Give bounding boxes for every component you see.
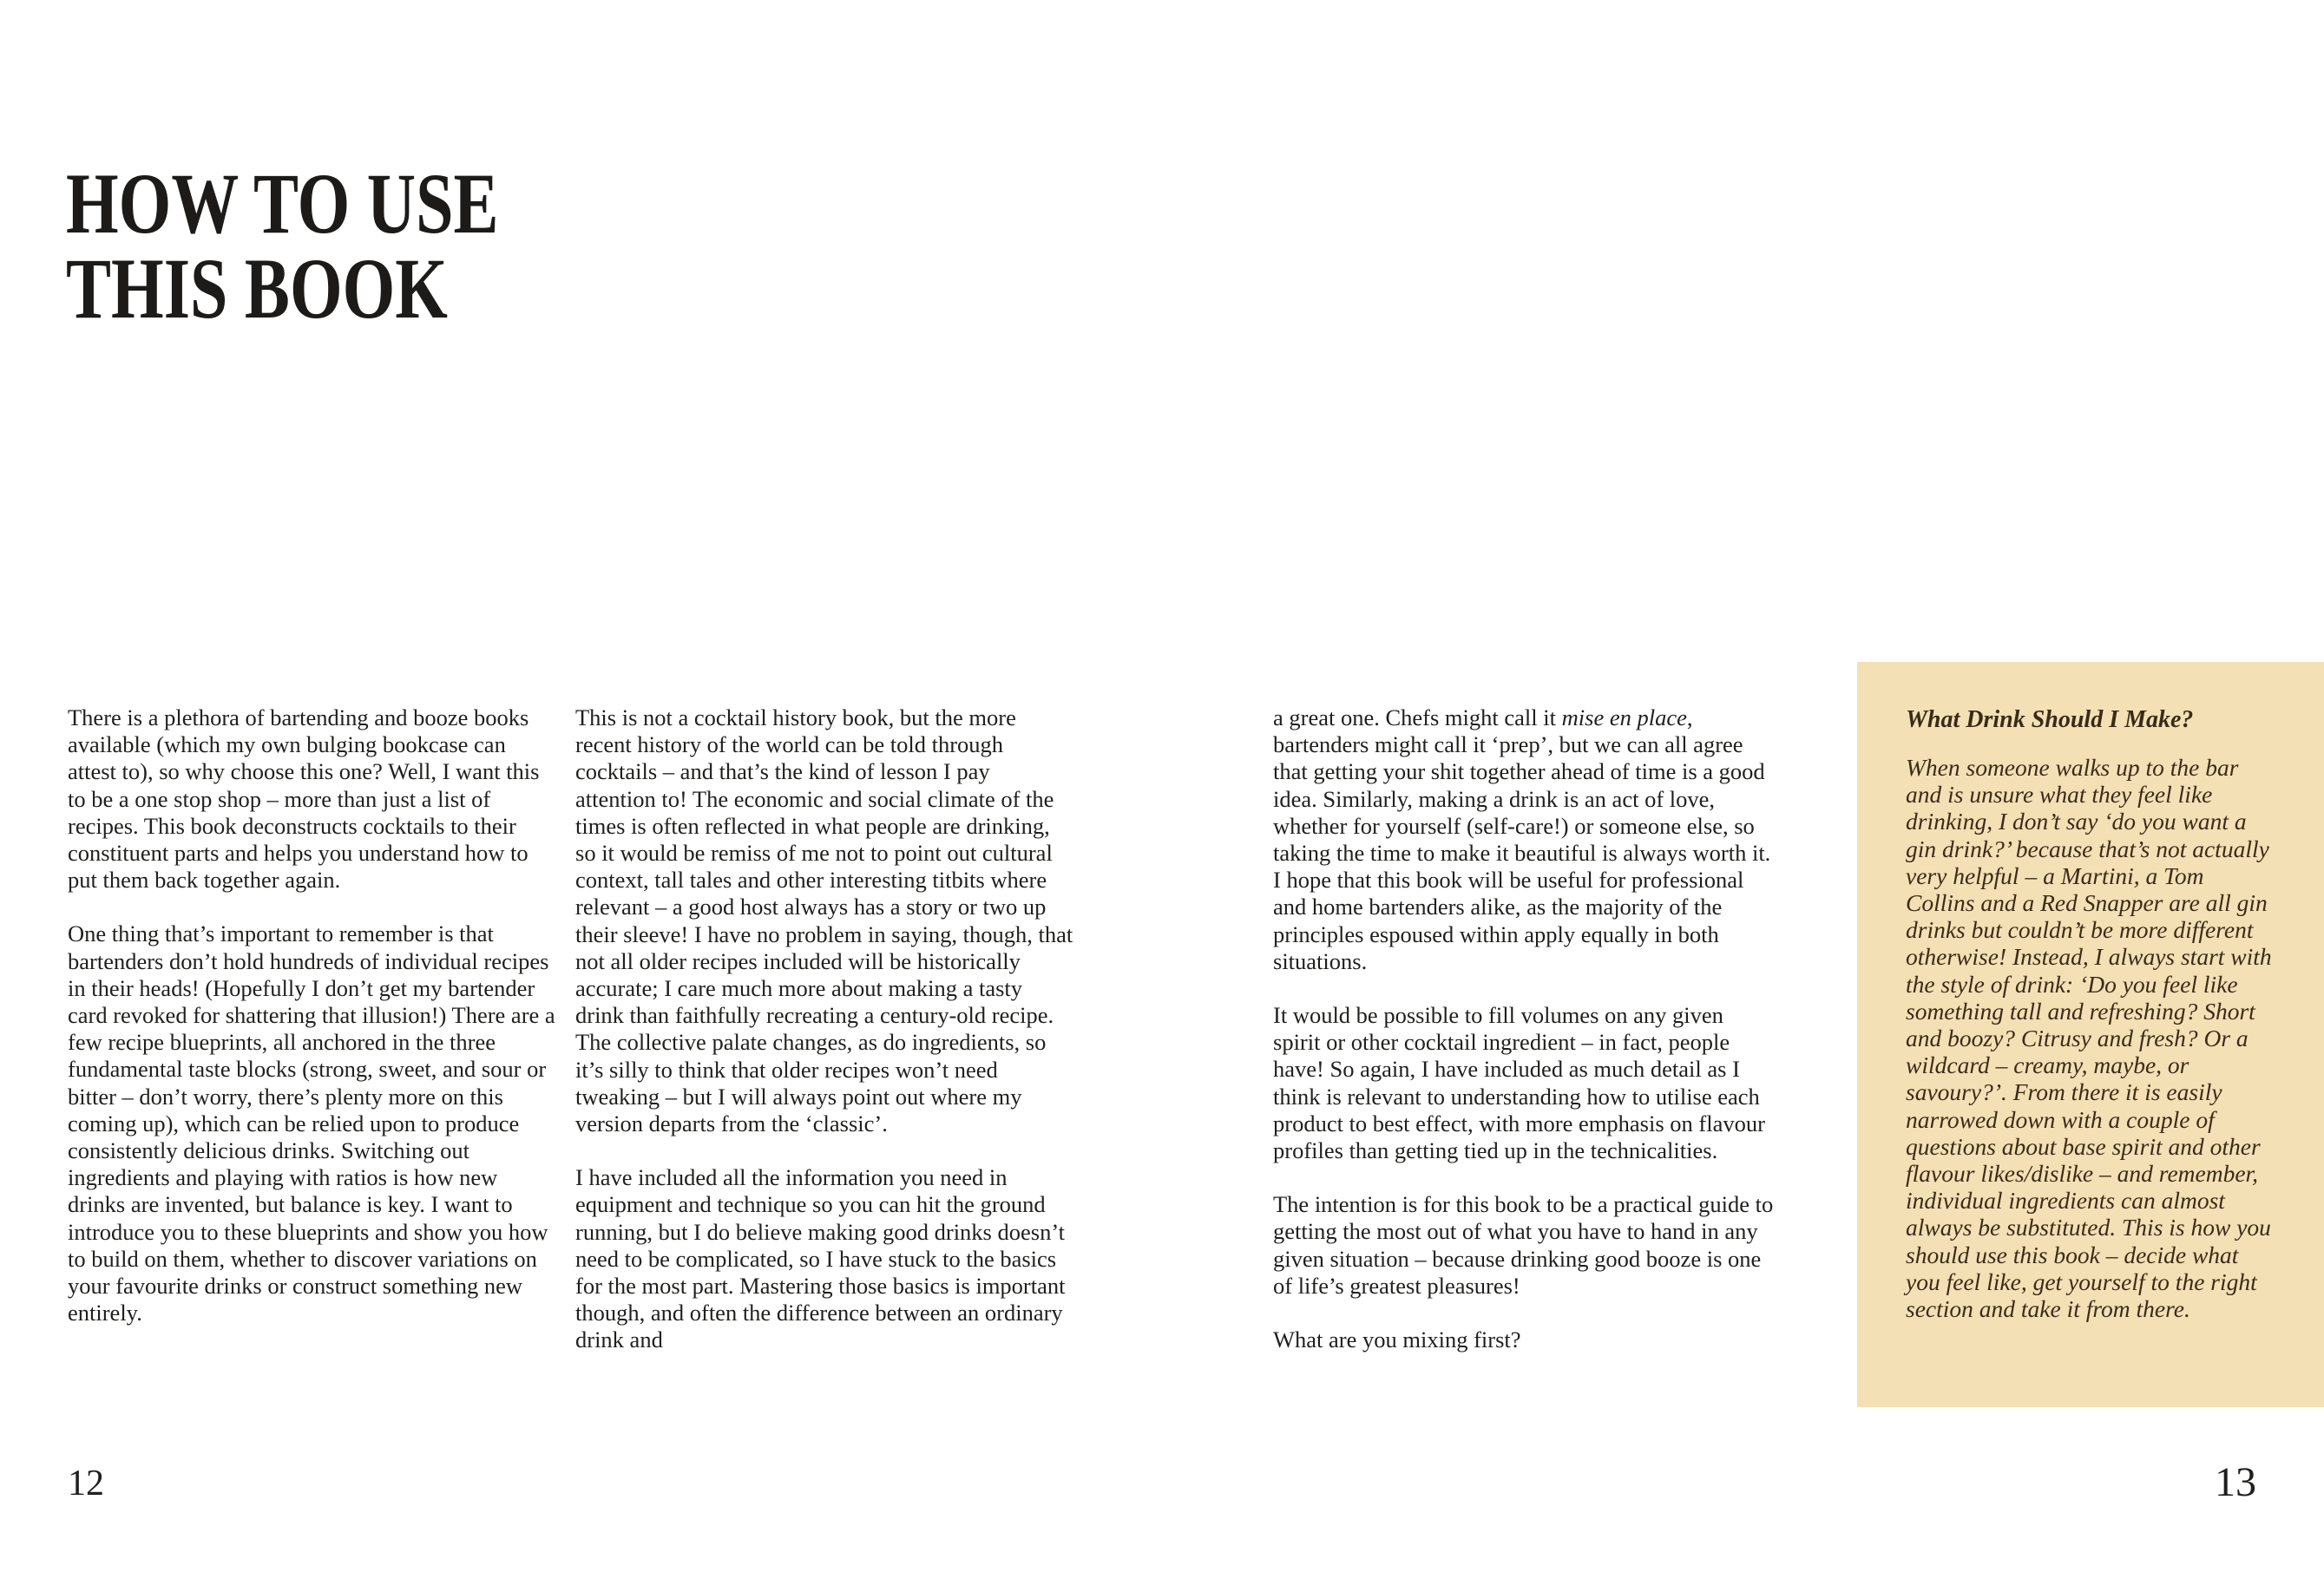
- paragraph: [1273, 1326, 1775, 1353]
- text-run: When someone walks up to the bar and is unsure what they feel like drinking, I don’t say ‘do you want a gin drink?’ because that’s not actually very helpful – a Martini, a Tom Collins and a Red Snapper are all gin drinks but couldn’t be more different otherwise! Instead, I always start with the style of drink: ‘Do you feel like something tall and refreshing? Short and boozy? Citrusy and fresh? Or a wildcard – creamy, maybe, or savoury?’. From there it is easily narrowed down with a couple of questions about base spirit and other flavour likes/dislike – and remember, individual ingredients can almost always be substituted. This is how you should use this book – decide what you feel like, get yourself to the right section and take it from there.: [1906, 754, 2272, 1323]
- chapter-title-line-1: HOW TO USE: [66, 155, 499, 252]
- paragraph: [1273, 1002, 1775, 1164]
- text-run: I have included all the information you need in equipment and technique so you can hit the ground running, but I do believe making good drinks doesn’t need to be complicated, so I have stuck to the basics for the most part. Mastering those basics is important though, and often the difference between an ordinary drink and: [575, 1164, 1066, 1353]
- body-column-3: [1273, 704, 1775, 1380]
- text-run: This is not a cocktail history book, but the more recent history of the world can be told through cocktails – and that’s the kind of lesson I pay attention to! The economic and social climate of the times is often reflected in what people are drinking, so it would be remiss of me not to point out cultural context, tall tales and other interesting titbits where relevant – a good host always has a story or two up their sleeve! I have no problem in saying, though, that not all older recipes included will be historically accurate; I care much more about making a tasty drink than faithfully recreating a century-old recipe. The collective palate changes, as do ingredients, so it’s silly to think that older recipes won’t need tweaking – but I will always point out where my version departs from the ‘classic’.: [575, 704, 1073, 1137]
- sidebar-body: [1906, 754, 2275, 1322]
- text-run: There is a plethora of bartending and booze books available (which my own bulging bookcase can attest to), so why choose this one? Well, I want this to be a one stop shop – more than just a list of recipes. This book deconstructs cocktails to their constituent parts and helps you understand how to put them back together again.: [68, 704, 540, 894]
- body-column-1: [68, 704, 559, 1353]
- sidebar-callout: [1857, 662, 2324, 1407]
- page-number-left: 12: [68, 1464, 104, 1503]
- paragraph: [1273, 704, 1775, 975]
- chapter-title: [66, 155, 499, 337]
- paragraph: [575, 704, 1073, 1137]
- text-run: a great one. Chefs might call it: [1273, 704, 1562, 730]
- text-run: One thing that’s important to remember is that bartenders don’t hold hundreds of individual recipes in their heads! (Hopefully I don’t get my bartender card revoked for shattering that illusion!) There are a few recipe blueprints, all anchored in the three fundamental taste blocks (strong, sweet, and sour or bitter – don’t worry, there’s plenty more on this coming up), which can be relied upon to produce consistently delicious drinks. Switching out ingredients and playing with ratios is how new drinks are invented, but balance is key. I want to introduce you to these blueprints and show you how to build on them, whether to discover variations on your favourite drinks or construct something new entirely.: [68, 920, 555, 1326]
- paragraph: [68, 704, 559, 894]
- paragraph: [1273, 1191, 1775, 1300]
- text-run: The intention is for this book to be a practical guide to getting the most out of what you have to hand in any given situation – because drinking good booze is one of life’s greatest pleasures!: [1273, 1191, 1774, 1299]
- italic-text-run: mise en place: [1561, 704, 1687, 730]
- paragraph: [68, 920, 559, 1326]
- sidebar-heading: What Drink Should I Make?: [1906, 706, 2194, 733]
- text-run: , bartenders might call it ‘prep’, but we can all agree that getting your shit together ahead of time is a good idea. Similarly, making a drink is an act of love, whether for yourself (self-care!) or someone else, so taking the time to make it beautiful is always worth it. I hope that this book will be useful for professional and home bartenders alike, as the majority of the principles espoused within apply equally in both situations.: [1273, 704, 1771, 974]
- text-run: What are you mixing first?: [1273, 1326, 1521, 1353]
- page-right: [1162, 0, 2324, 1572]
- page-number-right: 13: [2215, 1459, 2256, 1505]
- text-run: It would be possible to fill volumes on any given spirit or other cocktail ingredient – in fact, people have! So again, I have included as much detail as I think is relevant to understanding how to utilise each product to best effect, with more emphasis on flavour profiles than getting tied up in the technicalities.: [1273, 1002, 1765, 1164]
- paragraph: [1906, 754, 2275, 1322]
- paragraph: [575, 1164, 1073, 1353]
- chapter-title-line-2: THIS BOOK: [66, 240, 448, 337]
- body-column-2: [575, 704, 1073, 1381]
